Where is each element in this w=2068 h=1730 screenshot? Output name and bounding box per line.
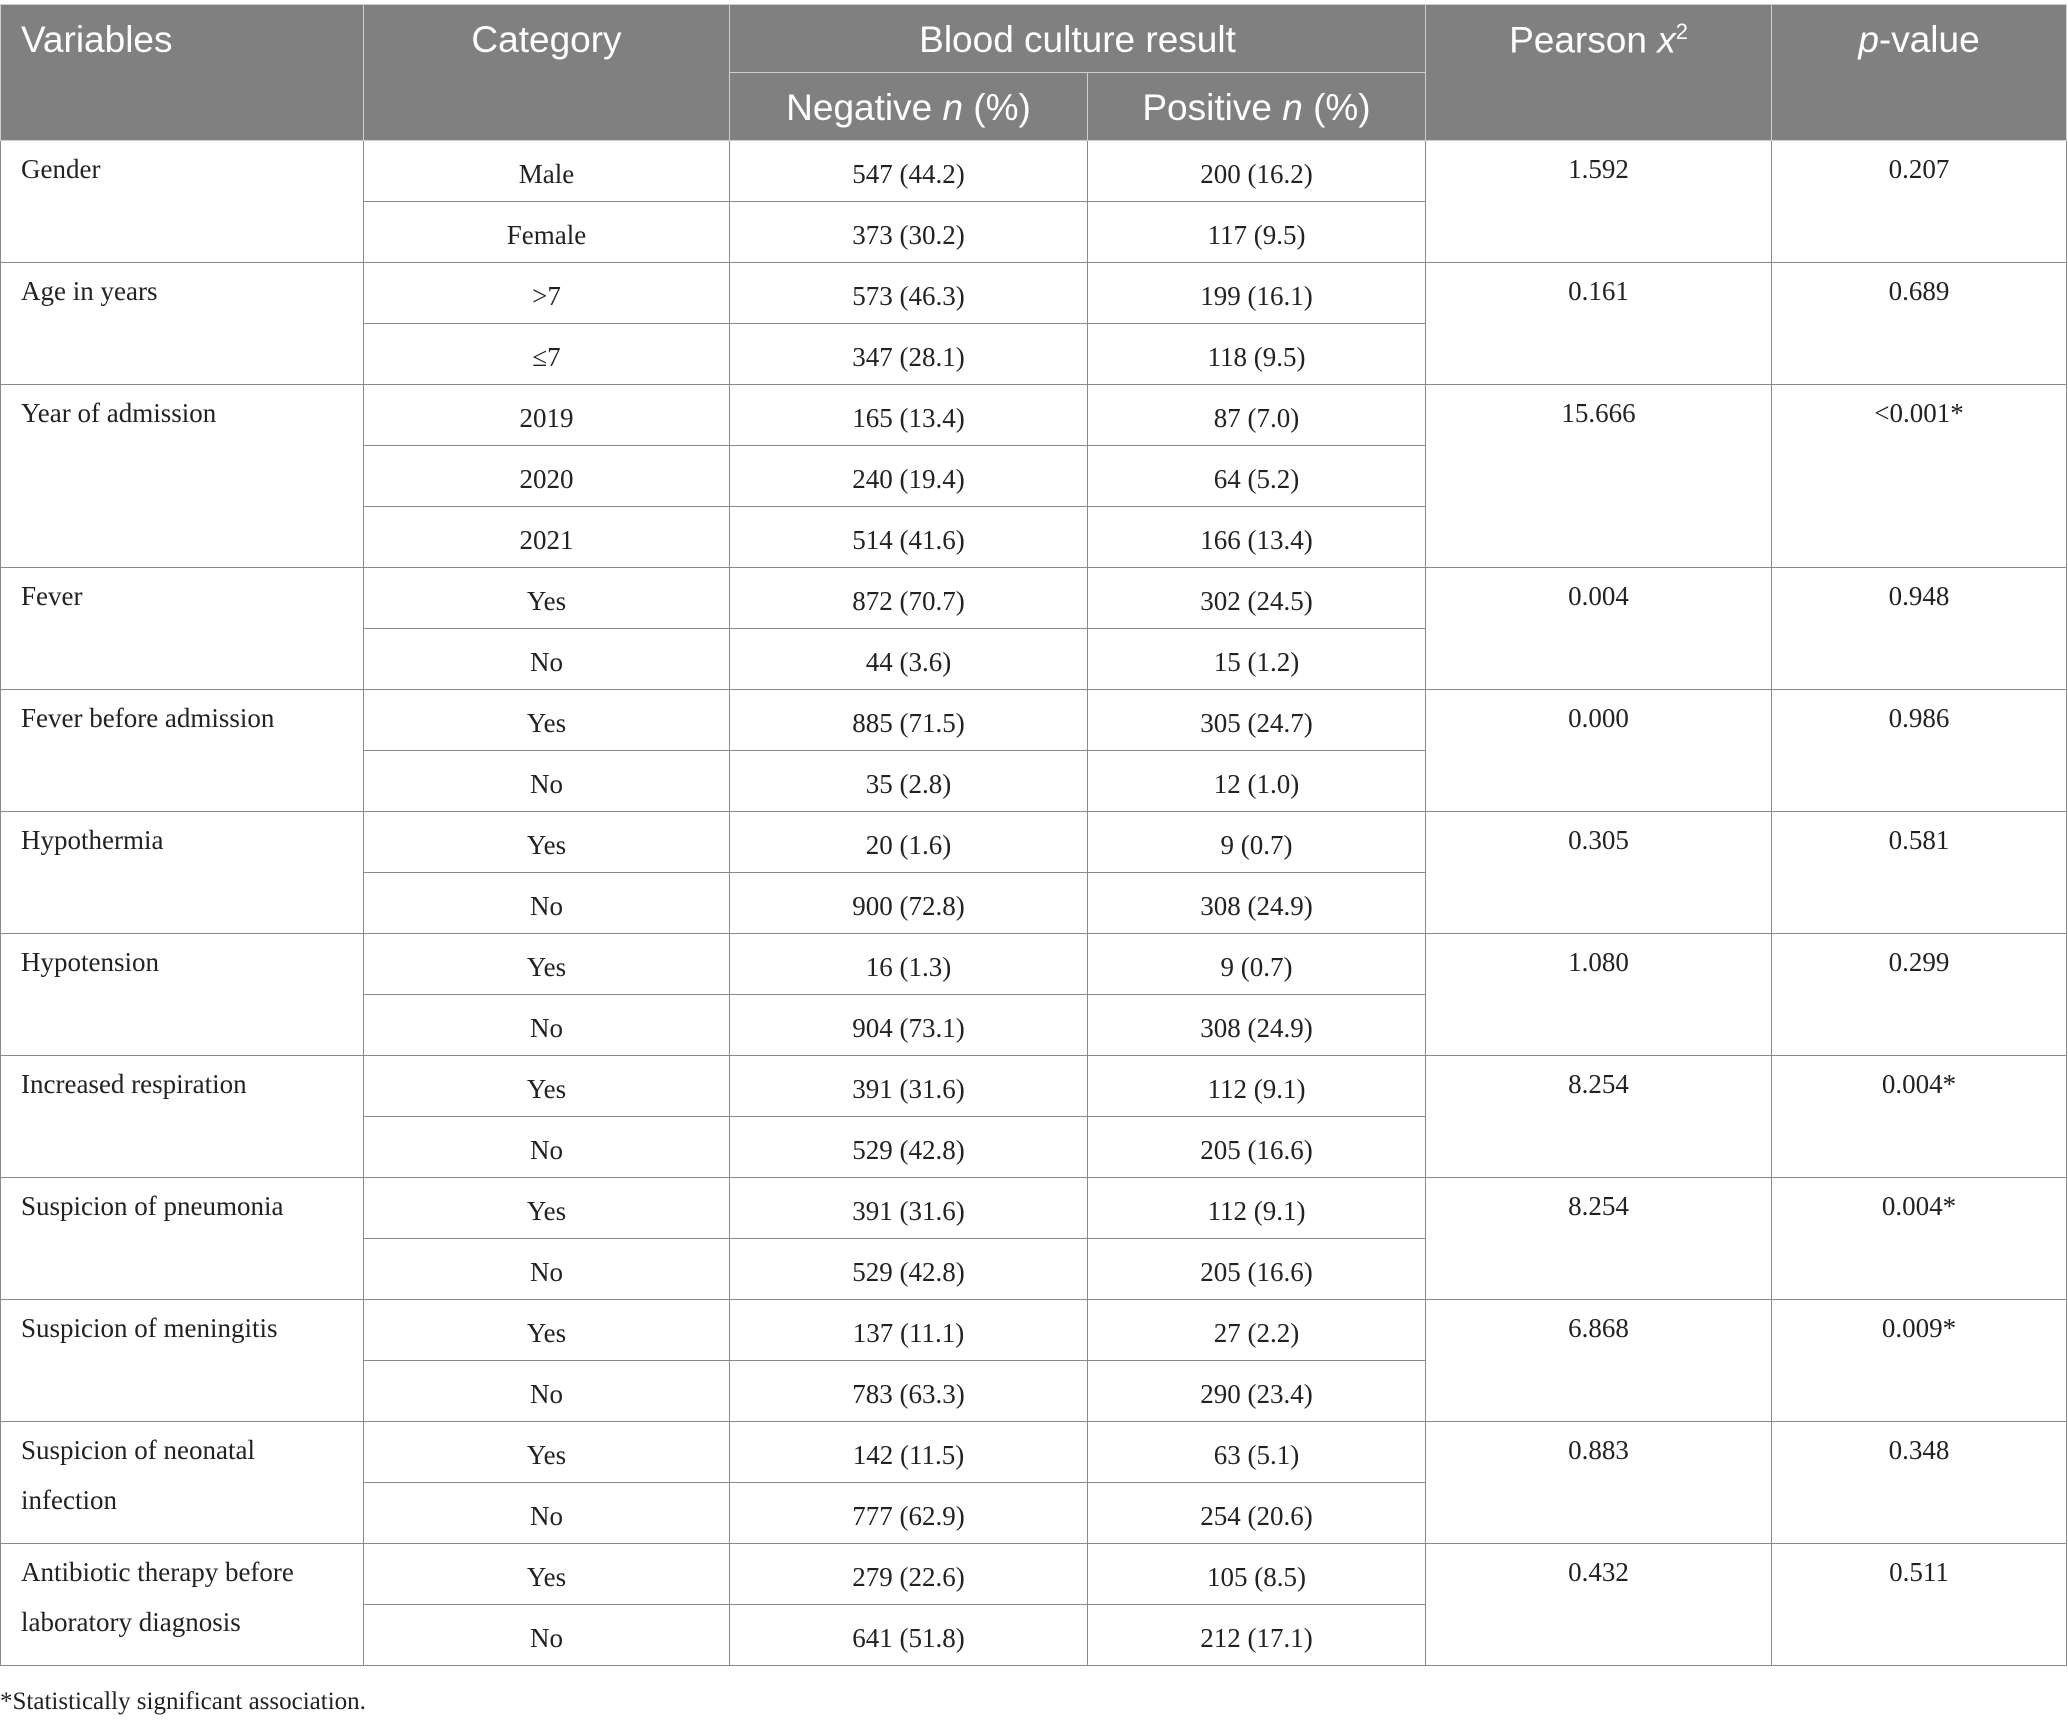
pearson-cell: 0.000 bbox=[1426, 690, 1772, 812]
negative-cell: 529 (42.8) bbox=[730, 1117, 1088, 1178]
category-cell: Male bbox=[364, 141, 730, 202]
negative-cell: 16 (1.3) bbox=[730, 934, 1088, 995]
category-cell: Yes bbox=[364, 690, 730, 751]
negative-cell: 641 (51.8) bbox=[730, 1605, 1088, 1666]
positive-cell: 117 (9.5) bbox=[1088, 202, 1426, 263]
positive-cell: 27 (2.2) bbox=[1088, 1300, 1426, 1361]
p-value-cell: 0.004* bbox=[1772, 1178, 2067, 1300]
p-value-cell: 0.004* bbox=[1772, 1056, 2067, 1178]
negative-cell: 137 (11.1) bbox=[730, 1300, 1088, 1361]
positive-cell: 308 (24.9) bbox=[1088, 873, 1426, 934]
p-value-cell: 0.986 bbox=[1772, 690, 2067, 812]
table-row bbox=[1, 1056, 2067, 1117]
positive-cell: 199 (16.1) bbox=[1088, 263, 1426, 324]
header-variables: Variables bbox=[1, 5, 364, 141]
category-cell: No bbox=[364, 1361, 730, 1422]
pearson-cell: 8.254 bbox=[1426, 1056, 1772, 1178]
variable-name: Fever before admission bbox=[1, 690, 364, 812]
pearson-cell: 0.161 bbox=[1426, 263, 1772, 385]
header-negative: Negative n (%) bbox=[730, 73, 1088, 141]
negative-cell: 142 (11.5) bbox=[730, 1422, 1088, 1483]
negative-cell: 391 (31.6) bbox=[730, 1178, 1088, 1239]
positive-cell: 205 (16.6) bbox=[1088, 1117, 1426, 1178]
variable-name: Year of admission bbox=[1, 385, 364, 568]
category-cell: >7 bbox=[364, 263, 730, 324]
table-row bbox=[1, 385, 2067, 446]
category-cell: 2021 bbox=[364, 507, 730, 568]
variable-name: Increased respiration bbox=[1, 1056, 364, 1178]
p-value-cell: 0.348 bbox=[1772, 1422, 2067, 1544]
negative-cell: 573 (46.3) bbox=[730, 263, 1088, 324]
negative-cell: 35 (2.8) bbox=[730, 751, 1088, 812]
header-p-value: p-value bbox=[1772, 5, 2067, 141]
category-cell: No bbox=[364, 629, 730, 690]
category-cell: No bbox=[364, 1605, 730, 1666]
positive-cell: 305 (24.7) bbox=[1088, 690, 1426, 751]
table-row bbox=[1, 263, 2067, 324]
positive-cell: 105 (8.5) bbox=[1088, 1544, 1426, 1605]
category-cell: No bbox=[364, 751, 730, 812]
category-cell: Yes bbox=[364, 568, 730, 629]
table-body bbox=[1, 141, 2067, 1666]
category-cell: ≤7 bbox=[364, 324, 730, 385]
category-cell: 2019 bbox=[364, 385, 730, 446]
positive-cell: 15 (1.2) bbox=[1088, 629, 1426, 690]
positive-cell: 290 (23.4) bbox=[1088, 1361, 1426, 1422]
negative-cell: 529 (42.8) bbox=[730, 1239, 1088, 1300]
header-blood-culture-result: Blood culture result bbox=[730, 5, 1426, 73]
negative-cell: 514 (41.6) bbox=[730, 507, 1088, 568]
negative-cell: 777 (62.9) bbox=[730, 1483, 1088, 1544]
variable-name: Suspicion of pneumonia bbox=[1, 1178, 364, 1300]
positive-cell: 112 (9.1) bbox=[1088, 1056, 1426, 1117]
positive-cell: 308 (24.9) bbox=[1088, 995, 1426, 1056]
header-pearson: Pearson $x^2$ bbox=[1426, 5, 1772, 141]
positive-cell: 9 (0.7) bbox=[1088, 812, 1426, 873]
pearson-cell: 15.666 bbox=[1426, 385, 1772, 568]
variable-name: Hypothermia bbox=[1, 812, 364, 934]
header-positive: Positive n (%) bbox=[1088, 73, 1426, 141]
positive-cell: 87 (7.0) bbox=[1088, 385, 1426, 446]
negative-cell: 165 (13.4) bbox=[730, 385, 1088, 446]
category-cell: 2020 bbox=[364, 446, 730, 507]
category-cell: No bbox=[364, 1117, 730, 1178]
negative-cell: 240 (19.4) bbox=[730, 446, 1088, 507]
footnote: *Statistically significant association. bbox=[0, 1688, 366, 1715]
negative-cell: 872 (70.7) bbox=[730, 568, 1088, 629]
table-row bbox=[1, 1422, 2067, 1483]
table-row bbox=[1, 1544, 2067, 1605]
category-cell: Yes bbox=[364, 1300, 730, 1361]
positive-cell: 166 (13.4) bbox=[1088, 507, 1426, 568]
category-cell: Female bbox=[364, 202, 730, 263]
variable-name: Hypotension bbox=[1, 934, 364, 1056]
category-cell: Yes bbox=[364, 1544, 730, 1605]
negative-cell: 44 (3.6) bbox=[730, 629, 1088, 690]
negative-cell: 900 (72.8) bbox=[730, 873, 1088, 934]
category-cell: Yes bbox=[364, 1422, 730, 1483]
variable-name: Suspicion of meningitis bbox=[1, 1300, 364, 1422]
table-row bbox=[1, 1178, 2067, 1239]
negative-cell: 373 (30.2) bbox=[730, 202, 1088, 263]
category-cell: Yes bbox=[364, 812, 730, 873]
p-value-cell: 0.009* bbox=[1772, 1300, 2067, 1422]
positive-cell: 200 (16.2) bbox=[1088, 141, 1426, 202]
p-value-cell: <0.001* bbox=[1772, 385, 2067, 568]
table-row bbox=[1, 141, 2067, 202]
header-category: Category bbox=[364, 5, 730, 141]
category-cell: Yes bbox=[364, 1178, 730, 1239]
table-row bbox=[1, 568, 2067, 629]
positive-cell: 212 (17.1) bbox=[1088, 1605, 1426, 1666]
variable-name: Age in years bbox=[1, 263, 364, 385]
pearson-cell: 0.883 bbox=[1426, 1422, 1772, 1544]
category-cell: No bbox=[364, 873, 730, 934]
category-cell: No bbox=[364, 995, 730, 1056]
variable-name: Fever bbox=[1, 568, 364, 690]
positive-cell: 118 (9.5) bbox=[1088, 324, 1426, 385]
negative-cell: 904 (73.1) bbox=[730, 995, 1088, 1056]
table-row bbox=[1, 812, 2067, 873]
p-value-cell: 0.299 bbox=[1772, 934, 2067, 1056]
variable-name: Suspicion of neonatal infection bbox=[1, 1422, 364, 1544]
p-value-cell: 0.511 bbox=[1772, 1544, 2067, 1666]
p-value-cell: 0.689 bbox=[1772, 263, 2067, 385]
positive-cell: 205 (16.6) bbox=[1088, 1239, 1426, 1300]
table-row bbox=[1, 690, 2067, 751]
table-row bbox=[1, 934, 2067, 995]
pearson-cell: 0.305 bbox=[1426, 812, 1772, 934]
pearson-cell: 0.004 bbox=[1426, 568, 1772, 690]
pearson-cell: 1.592 bbox=[1426, 141, 1772, 263]
negative-cell: 347 (28.1) bbox=[730, 324, 1088, 385]
p-value-cell: 0.948 bbox=[1772, 568, 2067, 690]
negative-cell: 547 (44.2) bbox=[730, 141, 1088, 202]
positive-cell: 64 (5.2) bbox=[1088, 446, 1426, 507]
results-table bbox=[0, 4, 2067, 1666]
positive-cell: 9 (0.7) bbox=[1088, 934, 1426, 995]
variable-name: Gender bbox=[1, 141, 364, 263]
category-cell: Yes bbox=[364, 1056, 730, 1117]
pearson-cell: 0.432 bbox=[1426, 1544, 1772, 1666]
p-value-cell: 0.207 bbox=[1772, 141, 2067, 263]
p-value-cell: 0.581 bbox=[1772, 812, 2067, 934]
positive-cell: 12 (1.0) bbox=[1088, 751, 1426, 812]
negative-cell: 391 (31.6) bbox=[730, 1056, 1088, 1117]
negative-cell: 279 (22.6) bbox=[730, 1544, 1088, 1605]
category-cell: No bbox=[364, 1239, 730, 1300]
category-cell: Yes bbox=[364, 934, 730, 995]
negative-cell: 20 (1.6) bbox=[730, 812, 1088, 873]
pearson-cell: 6.868 bbox=[1426, 1300, 1772, 1422]
pearson-cell: 8.254 bbox=[1426, 1178, 1772, 1300]
positive-cell: 302 (24.5) bbox=[1088, 568, 1426, 629]
category-cell: No bbox=[364, 1483, 730, 1544]
positive-cell: 254 (20.6) bbox=[1088, 1483, 1426, 1544]
positive-cell: 112 (9.1) bbox=[1088, 1178, 1426, 1239]
variable-name: Antibiotic therapy before laboratory diagnosis bbox=[1, 1544, 364, 1666]
pearson-cell: 1.080 bbox=[1426, 934, 1772, 1056]
table-row bbox=[1, 1300, 2067, 1361]
negative-cell: 783 (63.3) bbox=[730, 1361, 1088, 1422]
positive-cell: 63 (5.1) bbox=[1088, 1422, 1426, 1483]
negative-cell: 885 (71.5) bbox=[730, 690, 1088, 751]
